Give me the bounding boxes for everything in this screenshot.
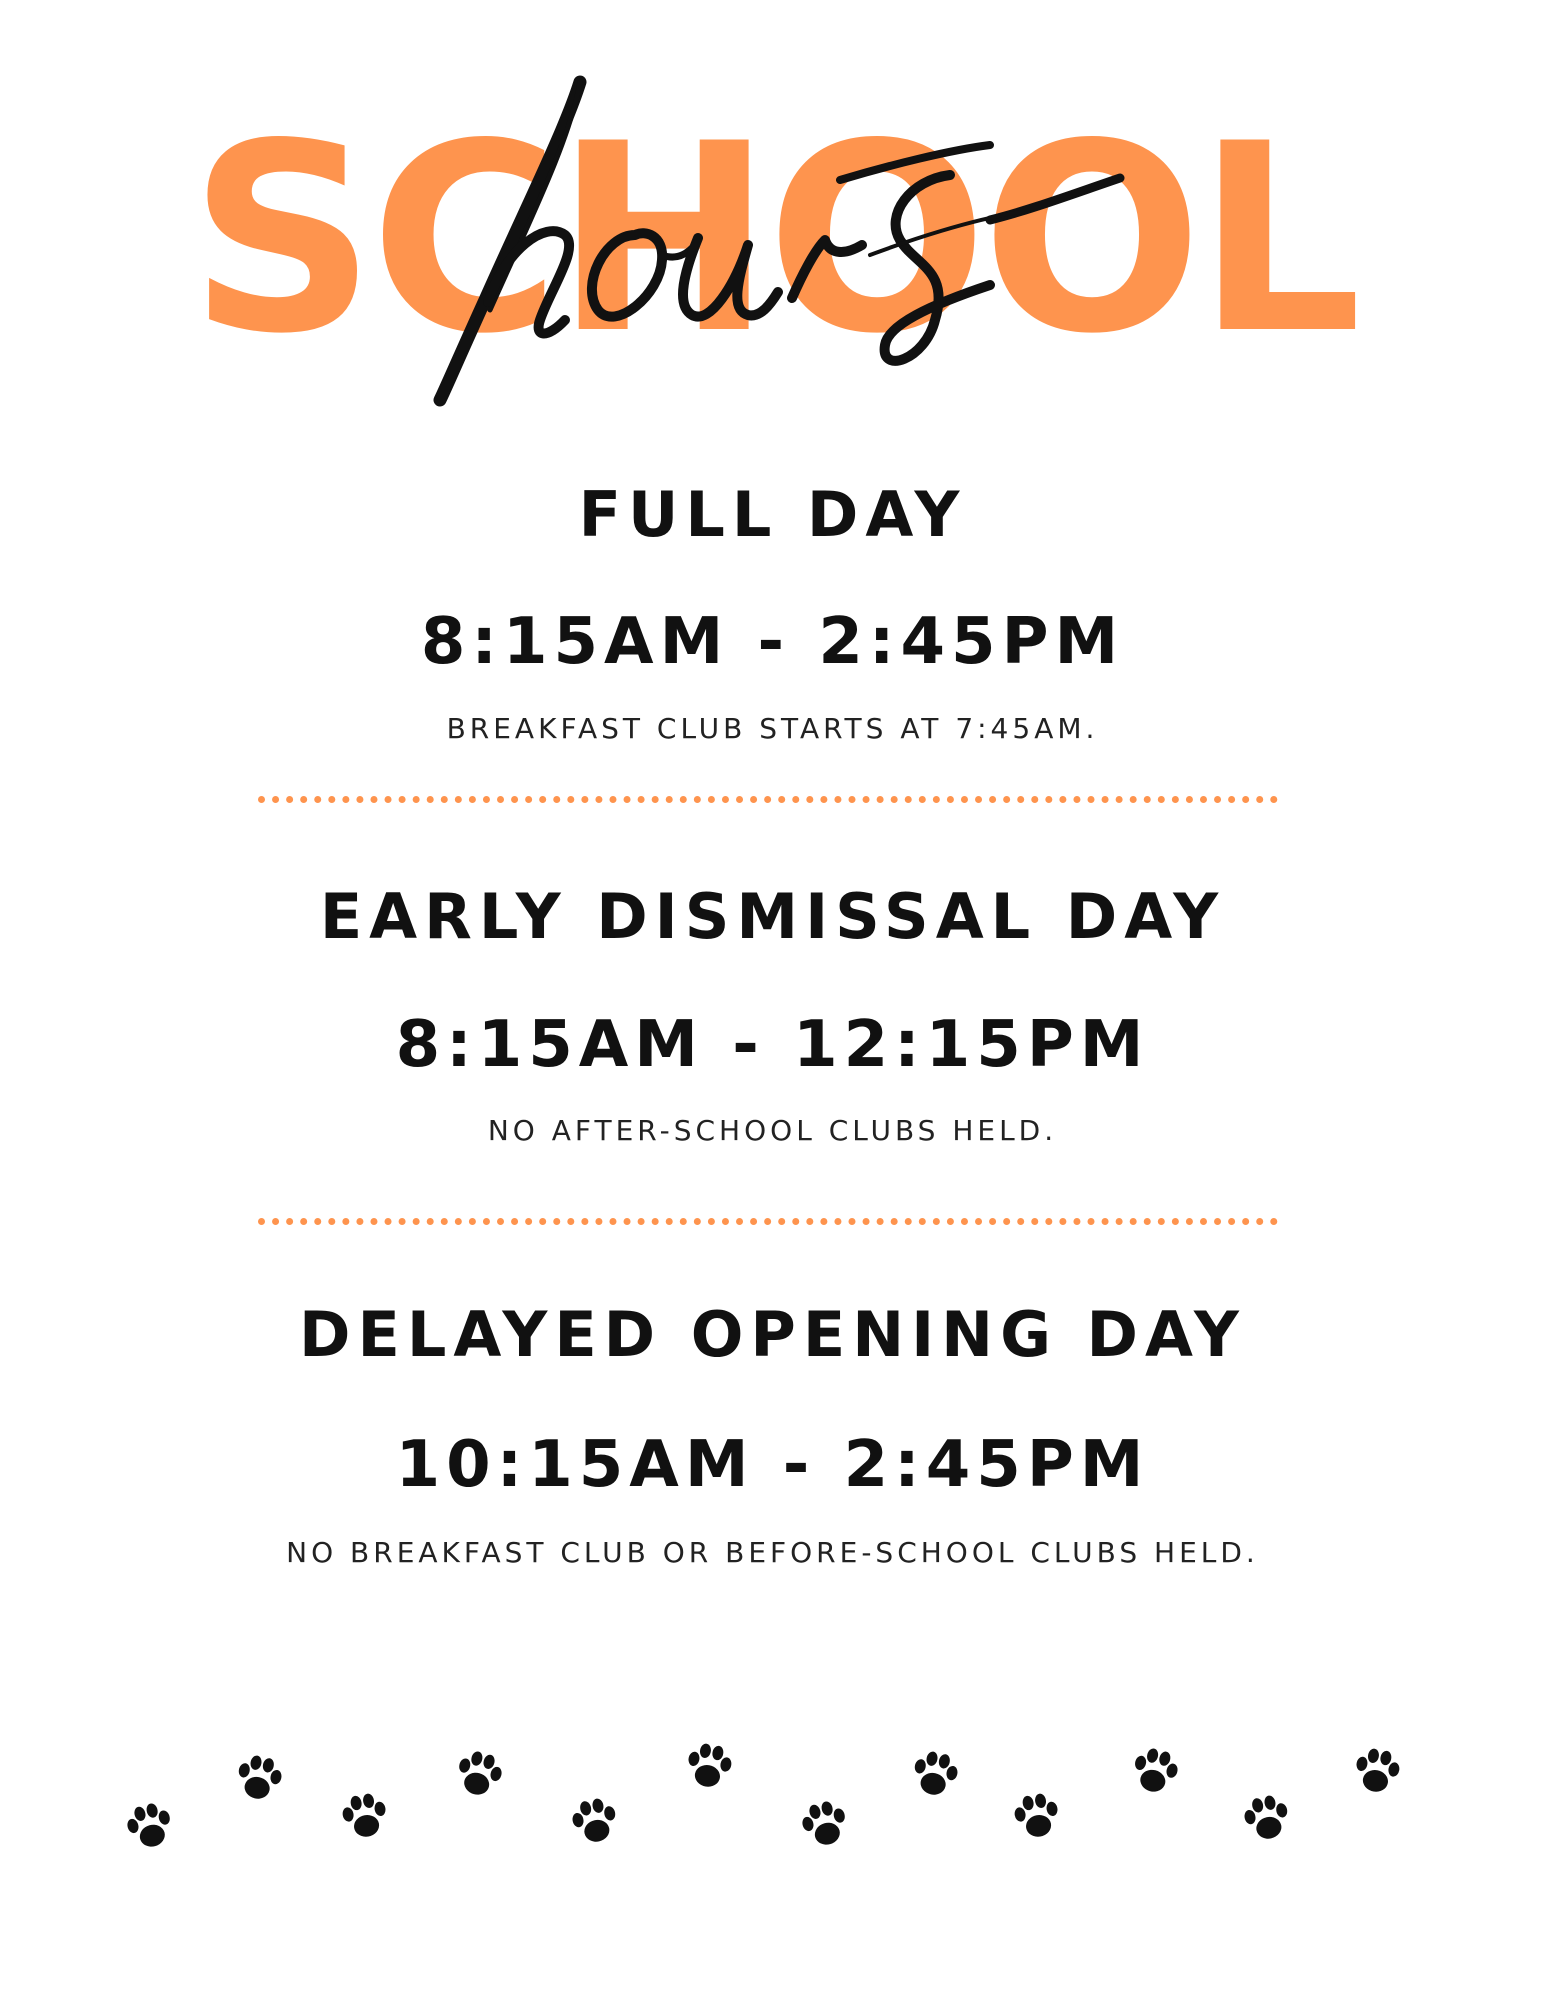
paw-print-icon <box>446 1742 512 1808</box>
section-time-delayed-opening: 10:15AM - 2:45PM <box>395 1428 1150 1502</box>
section-heading-full-day: FULL DAY <box>578 478 967 551</box>
hours-script-drawing <box>430 70 1130 410</box>
paw-print-icon <box>1006 1786 1069 1849</box>
paw-print-icon <box>792 1792 858 1858</box>
section-note-early-dismissal: NO AFTER-SCHOOL CLUBS HELD. <box>487 1114 1058 1147</box>
section-time-early-dismissal: 8:15AM - 12:15PM <box>395 1008 1150 1082</box>
title-school: SCHOOL <box>188 89 1357 391</box>
paw-print-icon <box>334 1786 397 1849</box>
dotted-divider <box>258 1218 1278 1225</box>
title-block <box>0 0 1545 460</box>
paw-print-icon <box>903 1743 967 1807</box>
dotted-divider <box>258 796 1278 803</box>
paw-print-icon <box>678 1736 741 1799</box>
paw-print-icon <box>117 1794 183 1860</box>
paw-print-icon <box>1235 1787 1299 1851</box>
section-heading-delayed-opening: DELAYED OPENING DAY <box>299 1298 1246 1371</box>
title-hours-script <box>430 70 1130 410</box>
section-note-delayed-opening: NO BREAKFAST CLUB OR BEFORE-SCHOOL CLUBS HELD. <box>286 1536 1259 1569</box>
paw-print-icon <box>1122 1739 1187 1804</box>
paw-print-icon <box>1346 1741 1409 1804</box>
section-heading-early-dismissal: EARLY DISMISSAL DAY <box>319 880 1226 953</box>
paw-print-icon <box>227 1747 291 1811</box>
section-note-full-day: BREAKFAST CLUB STARTS AT 7:45AM. <box>446 712 1099 745</box>
paw-print-icon <box>563 1790 627 1854</box>
section-time-full-day: 8:15AM - 2:45PM <box>420 605 1125 679</box>
